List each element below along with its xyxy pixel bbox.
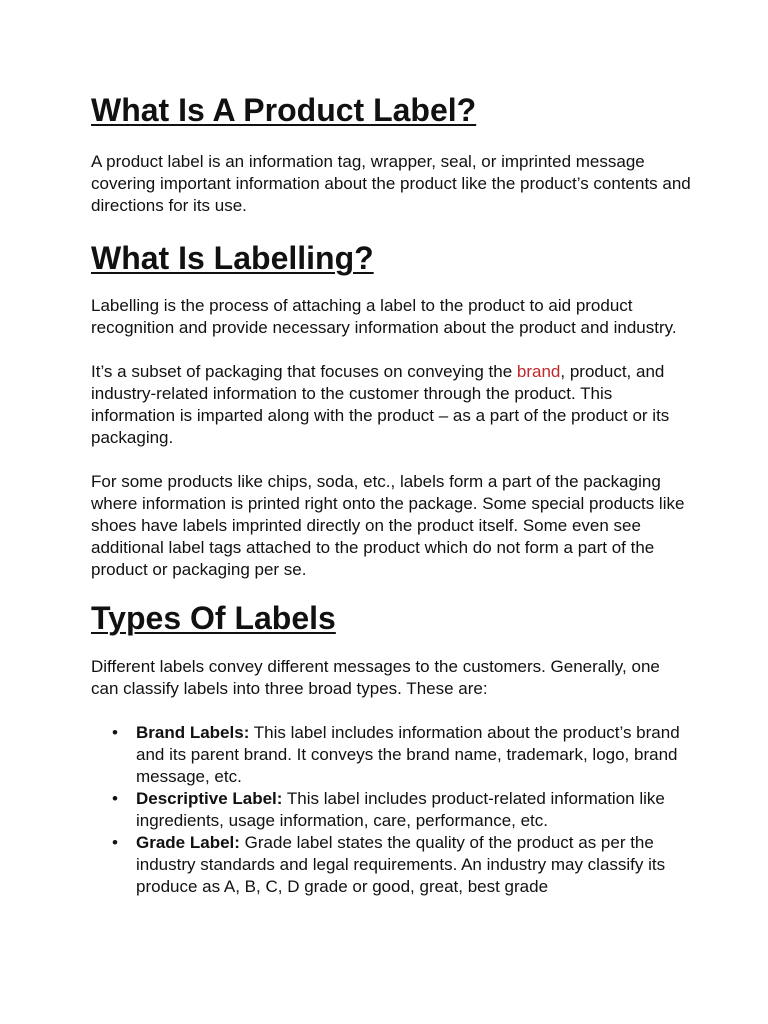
- bullet-icon: •: [112, 789, 118, 808]
- bullet-icon: •: [112, 723, 118, 742]
- paragraph-labelling-subset-start: It’s a subset of packaging that focuses on conveying the: [91, 362, 517, 381]
- brand-link[interactable]: brand: [516, 362, 561, 381]
- list-item-text: This label includes product-related information like ingredients, usage information, care, performance, etc.: [136, 789, 665, 830]
- heading-labelling: What Is Labelling?: [91, 240, 374, 276]
- document-page: [91, 90, 691, 898]
- heading-types-of-labels: Types Of Labels: [91, 600, 336, 636]
- label-types-list: [91, 722, 691, 898]
- paragraph-labelling-subset: [91, 361, 691, 449]
- list-item-term: Grade Label:: [136, 833, 240, 852]
- list-item: [91, 788, 691, 832]
- list-item-term: Brand Labels:: [136, 723, 250, 742]
- list-item: [91, 832, 691, 898]
- paragraph-product-label: A product label is an information tag, wrapper, seal, or imprinted message covering important information about the product like the product’s contents and directions for its use.: [91, 152, 691, 215]
- paragraph-labelling-subset-end: , product, and industry-related information to the customer through the product. This information is imparted along with the product – as a part of the product or its packaging.: [91, 362, 670, 447]
- heading-product-label: What Is A Product Label?: [91, 92, 477, 128]
- paragraph-labelling-definition: Labelling is the process of attaching a label to the product to aid product recognition and provide necessary information about the product and industry.: [91, 296, 677, 337]
- paragraph-labelling-examples: For some products like chips, soda, etc., labels form a part of the packaging where information is printed right onto the package. Some special products like shoes have labels imprinted directly on the product itself. Some even see additional label tags attached to the product which do not form a part of the product or packaging per se.: [91, 472, 685, 579]
- bullet-icon: •: [112, 833, 118, 852]
- paragraph-types-intro: Different labels convey different messages to the customers. Generally, one can classify labels into three broad types. These are:: [91, 657, 660, 698]
- list-item-text: Grade label states the quality of the product as per the industry standards and legal requirements. An industry may classify its produce as A, B, C, D grade or good, great, best grade: [136, 833, 666, 896]
- list-item-term: Descriptive Label:: [136, 789, 283, 808]
- list-item-text: This label includes information about the product’s brand and its parent brand. It conveys the brand name, trademark, logo, brand message, etc.: [136, 723, 680, 786]
- list-item: [91, 722, 691, 788]
